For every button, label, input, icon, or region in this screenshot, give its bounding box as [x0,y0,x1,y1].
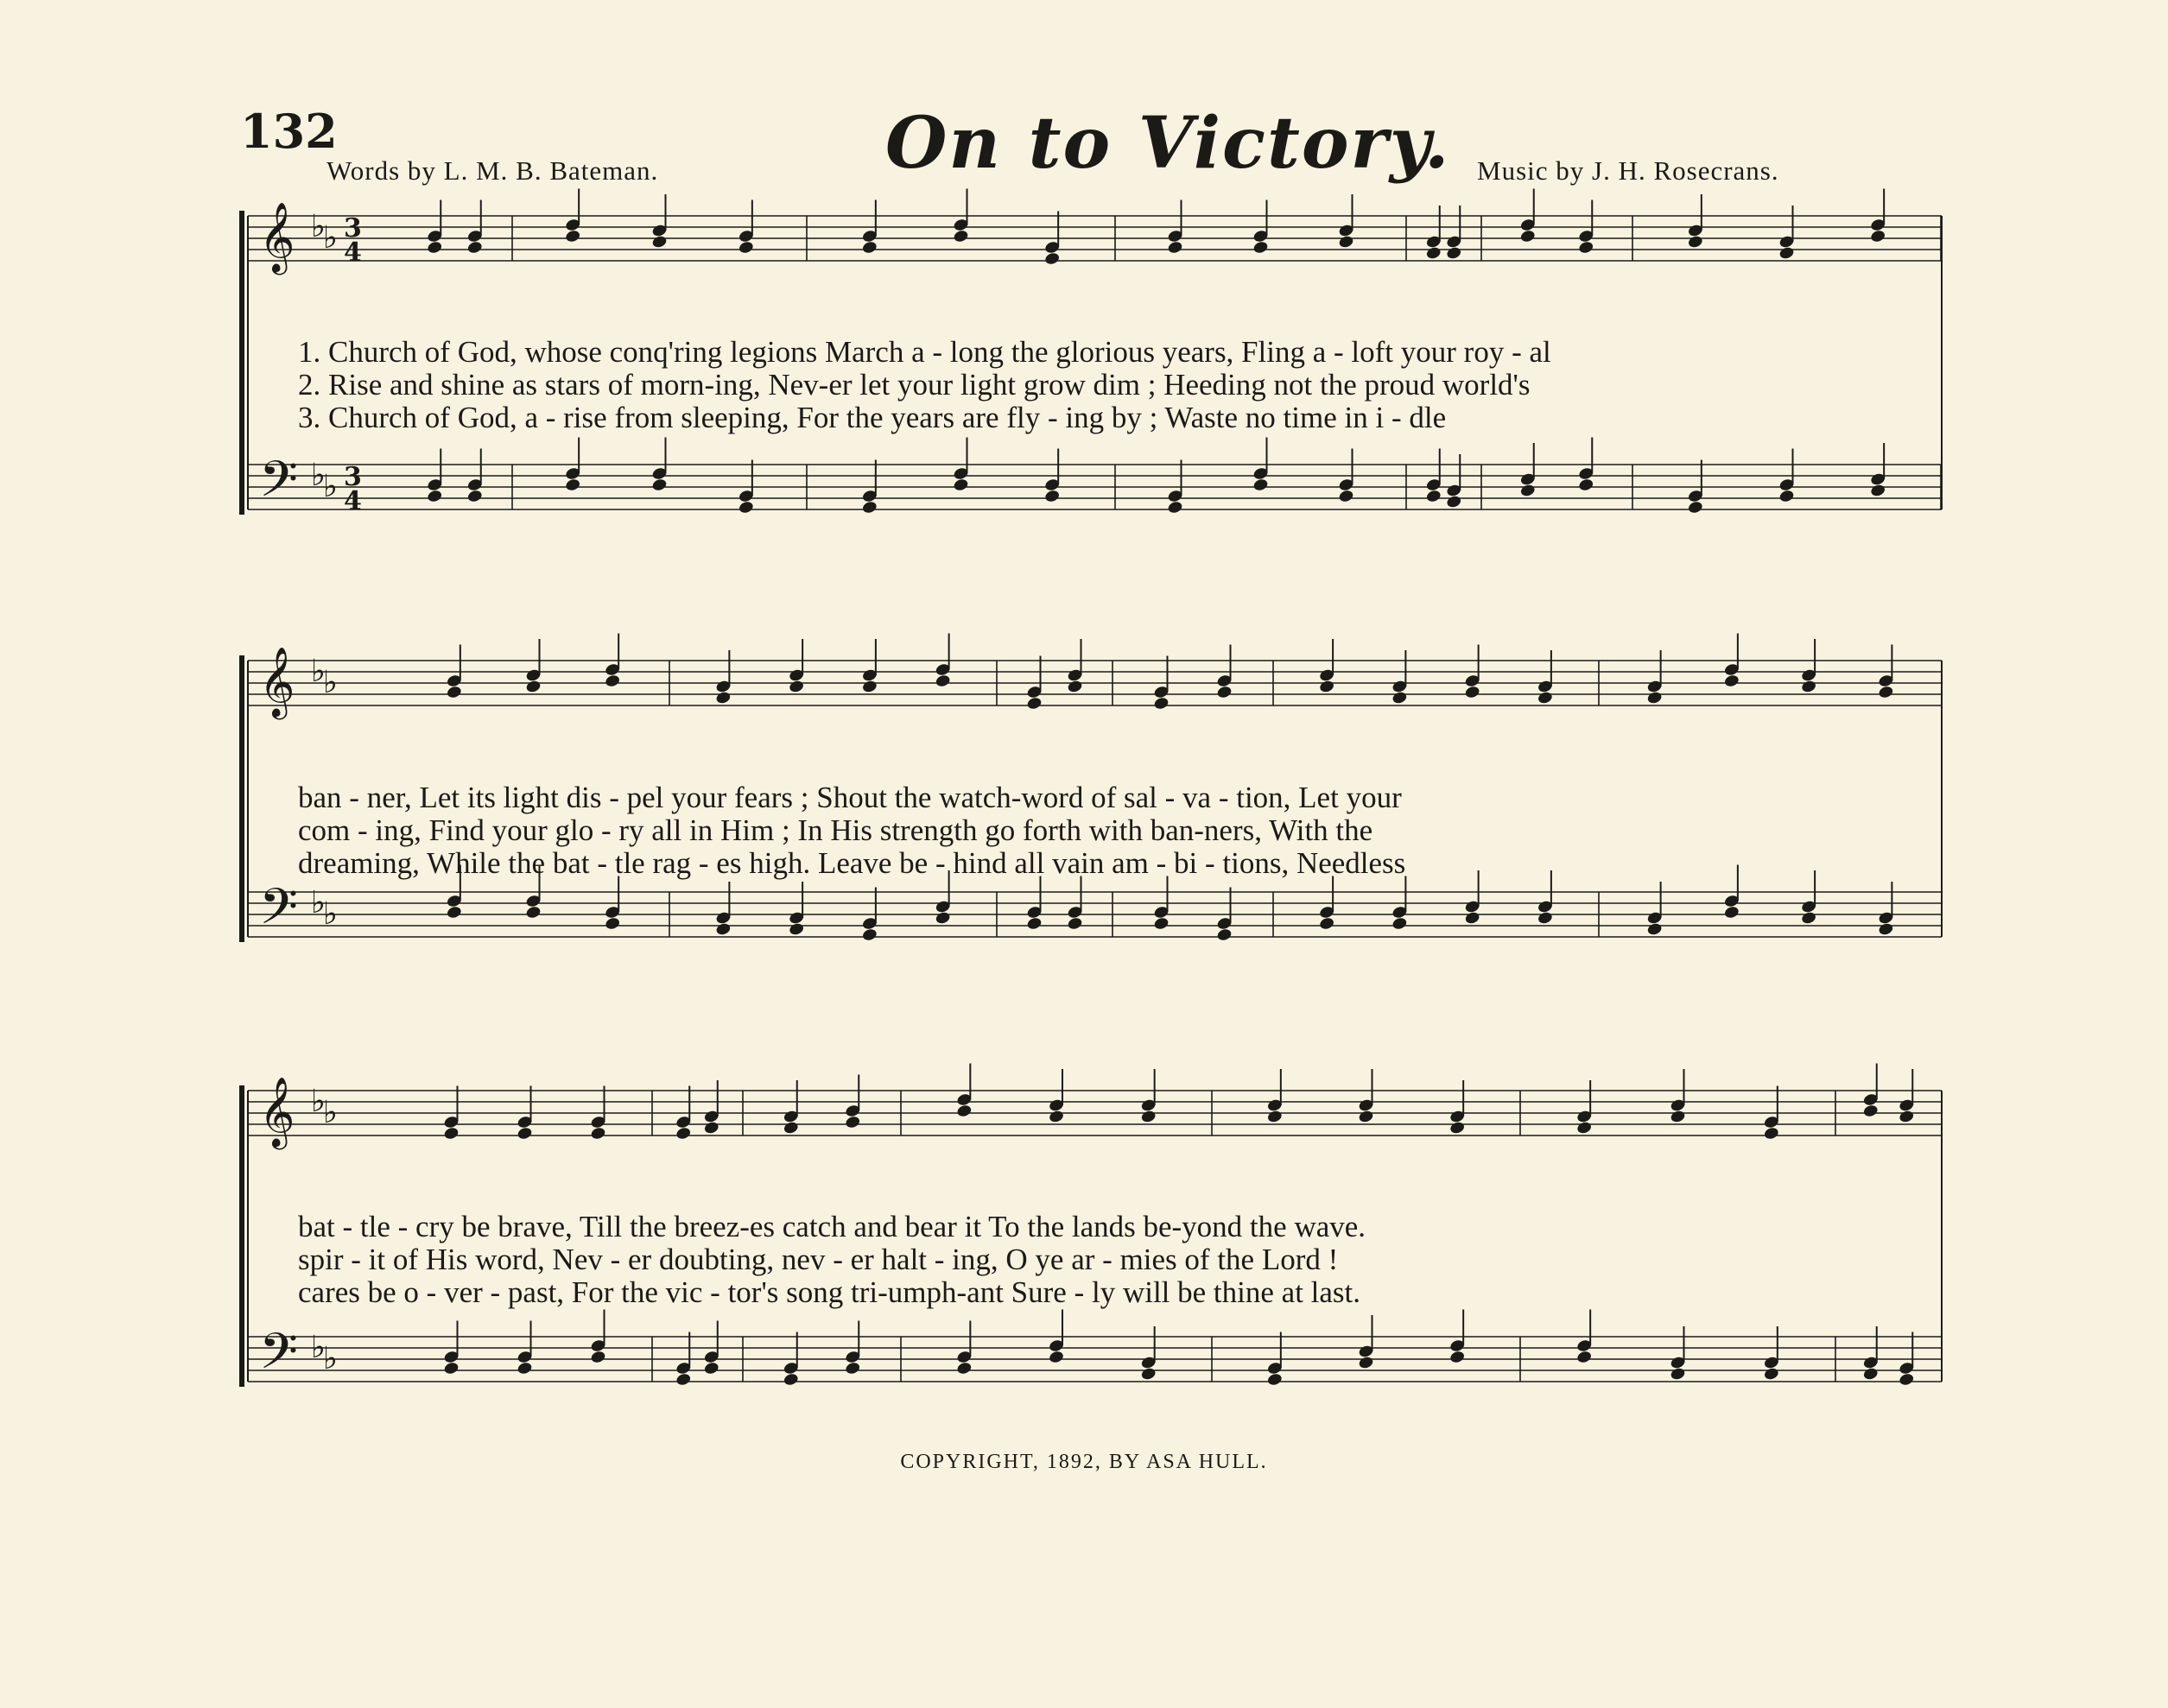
notehead [1319,680,1335,694]
bass-clef: 𝄢 [259,877,299,948]
notehead [517,1361,533,1376]
notehead [443,1361,460,1376]
notehead [1252,478,1269,492]
notehead [1026,916,1043,931]
notehead [675,1372,692,1387]
system-bracket [239,1085,244,1387]
notehead [1464,911,1480,926]
flat-sign: ♭ [311,885,326,920]
lyric-line: 3. Church of God, a - rise from sleeping, For the years are fly - ing by ; Waste no time in i - dle [298,401,1447,434]
notehead [956,1361,973,1376]
copyright-notice: COPYRIGHT, 1892, BY ASA HULL. [900,1451,1268,1473]
lyric-line: 1. Church of God, whose conq'ring legions March a - long the glorious years, Fling a - loft your roy - al [298,335,1551,369]
notehead [1519,229,1536,244]
notehead [1216,685,1233,699]
music-credit: Music by J. H. Rosecrans. [1477,155,1779,186]
notehead [1446,495,1462,509]
notehead [1026,696,1043,711]
notehead [935,911,951,926]
flat-sign: ♭ [323,896,338,932]
notehead [427,489,443,503]
notehead [1576,1350,1593,1364]
notehead [1464,685,1480,699]
notehead [1862,1104,1879,1118]
notehead [861,500,878,515]
flat-sign: ♭ [323,220,338,256]
time-signature-top: 3 [344,462,362,492]
notehead [738,240,754,255]
notehead [1878,922,1894,937]
notehead [1167,500,1183,515]
flat-sign: ♭ [311,209,326,244]
time-signature-top: 3 [344,213,362,244]
lyric-line: spir - it of His word, Nev - er doubting, nev - er halt - ing, O ye ar - mies of the Lord ! [298,1243,1339,1276]
notehead [651,235,668,250]
notehead [565,229,581,244]
notehead [1338,489,1354,503]
flat-sign: ♭ [311,1330,326,1365]
notehead [517,1126,533,1141]
notehead [1899,1110,1915,1124]
notehead [1778,489,1795,503]
notehead [1687,235,1703,250]
notehead [1801,680,1817,694]
notehead [715,691,732,705]
flat-sign: ♭ [311,1084,326,1119]
lyric-line: ban - ner, Let its light dis - pel your fears ; Shout the watch-word of sal - va - tion, Let your [298,781,1402,814]
notehead [1687,500,1703,515]
flat-sign: ♭ [323,469,338,504]
notehead [1778,246,1795,261]
notehead [590,1126,606,1141]
notehead [675,1126,692,1141]
notehead [525,905,542,920]
notehead [1446,246,1462,261]
notehead [703,1361,719,1376]
notehead [1646,922,1663,937]
notehead [1519,484,1536,498]
notehead [1358,1356,1374,1370]
notehead [1153,696,1170,711]
notehead [1067,916,1083,931]
notehead [1899,1372,1915,1387]
notehead [1870,229,1886,244]
notehead [427,240,443,255]
notehead [1338,235,1354,250]
system-bracket [239,211,244,515]
notehead [1723,674,1740,688]
notehead [446,905,462,920]
notehead [956,1104,973,1118]
notehead [783,1372,799,1387]
notehead [1216,927,1233,942]
notehead [1670,1367,1686,1382]
notehead [1048,1110,1064,1124]
notehead [1646,691,1663,705]
flat-sign: ♭ [323,665,338,700]
flat-sign: ♭ [311,458,326,493]
notehead [605,916,621,931]
notehead [1391,916,1408,931]
notehead [605,674,621,688]
notehead [861,927,878,942]
treble-clef: 𝄞 [259,201,295,272]
notehead [1044,251,1061,266]
notehead [1878,685,1894,699]
notehead [715,922,732,937]
notehead [1048,1350,1064,1364]
notehead [1763,1126,1779,1141]
notehead [1801,911,1817,926]
notehead [590,1350,606,1364]
bass-clef: 𝄢 [259,1322,299,1393]
notehead [1140,1367,1157,1382]
notehead [789,922,805,937]
notehead [845,1115,861,1129]
time-signature-bottom: 4 [344,486,362,516]
notehead [789,680,805,694]
notehead [1578,240,1594,255]
notehead [1266,1372,1283,1387]
notehead [1140,1110,1157,1124]
flat-sign: ♭ [323,1095,338,1130]
notehead [783,1121,799,1136]
lyric-line: com - ing, Find your glo - ry all in Him ; In His strength go forth with ban-ners, With the [298,813,1373,847]
notehead [1252,240,1269,255]
notehead [525,680,542,694]
notehead [466,240,483,255]
notehead [738,500,754,515]
notehead [1578,478,1594,492]
lyric-line: cares be o - ver - past, For the vic - tor's song tri-umph-ant Sure - ly will be thine at last. [298,1275,1361,1309]
notehead [1358,1110,1374,1124]
notehead [1670,1110,1686,1124]
notehead [565,478,581,492]
system-bracket [239,655,244,942]
notehead [1537,911,1553,926]
notehead [1067,680,1083,694]
notehead [446,685,462,699]
page-number: 132 [240,104,338,159]
treble-clef: 𝄞 [259,1076,295,1147]
flat-sign: ♭ [311,654,326,689]
notehead [1044,489,1061,503]
notehead [1870,484,1886,498]
notehead [861,240,878,255]
notehead [1425,489,1442,503]
lyric-line: 2. Rise and shine as stars of morn-ing, Nev-er let your light grow dim ; Heeding not the proud world's [298,368,1531,402]
hymn-title: On to Victory. [885,102,1451,185]
words-credit: Words by L. M. B. Bateman. [326,155,659,186]
treble-clef: 𝄞 [259,646,295,717]
notehead [466,489,483,503]
notehead [443,1126,460,1141]
flat-sign: ♭ [323,1341,338,1376]
notehead [935,674,951,688]
notehead [861,680,878,694]
notehead [1723,905,1740,920]
lyric-line: bat - tle - cry be brave, Till the breez-es catch and bear it To the lands be-yond the wave. [298,1210,1366,1243]
bass-clef: 𝄢 [259,450,299,521]
time-signature-bottom: 4 [344,237,362,268]
notehead [1167,240,1183,255]
notehead [1153,916,1170,931]
notehead [1537,691,1553,705]
notehead [1266,1110,1283,1124]
notehead [1576,1121,1593,1136]
notehead [1449,1121,1466,1136]
notehead [953,229,969,244]
notehead [1391,691,1408,705]
notehead [1449,1350,1466,1364]
notehead [1862,1367,1879,1382]
notehead [1425,246,1442,261]
notehead [1763,1367,1779,1382]
notehead [845,1361,861,1376]
notehead [1319,916,1335,931]
notehead [953,478,969,492]
lyric-line: dreaming, While the bat - tle rag - es high. Leave be - hind all vain am - bi - tions, Needless [298,846,1406,880]
notehead [703,1121,719,1136]
notehead [651,478,668,492]
